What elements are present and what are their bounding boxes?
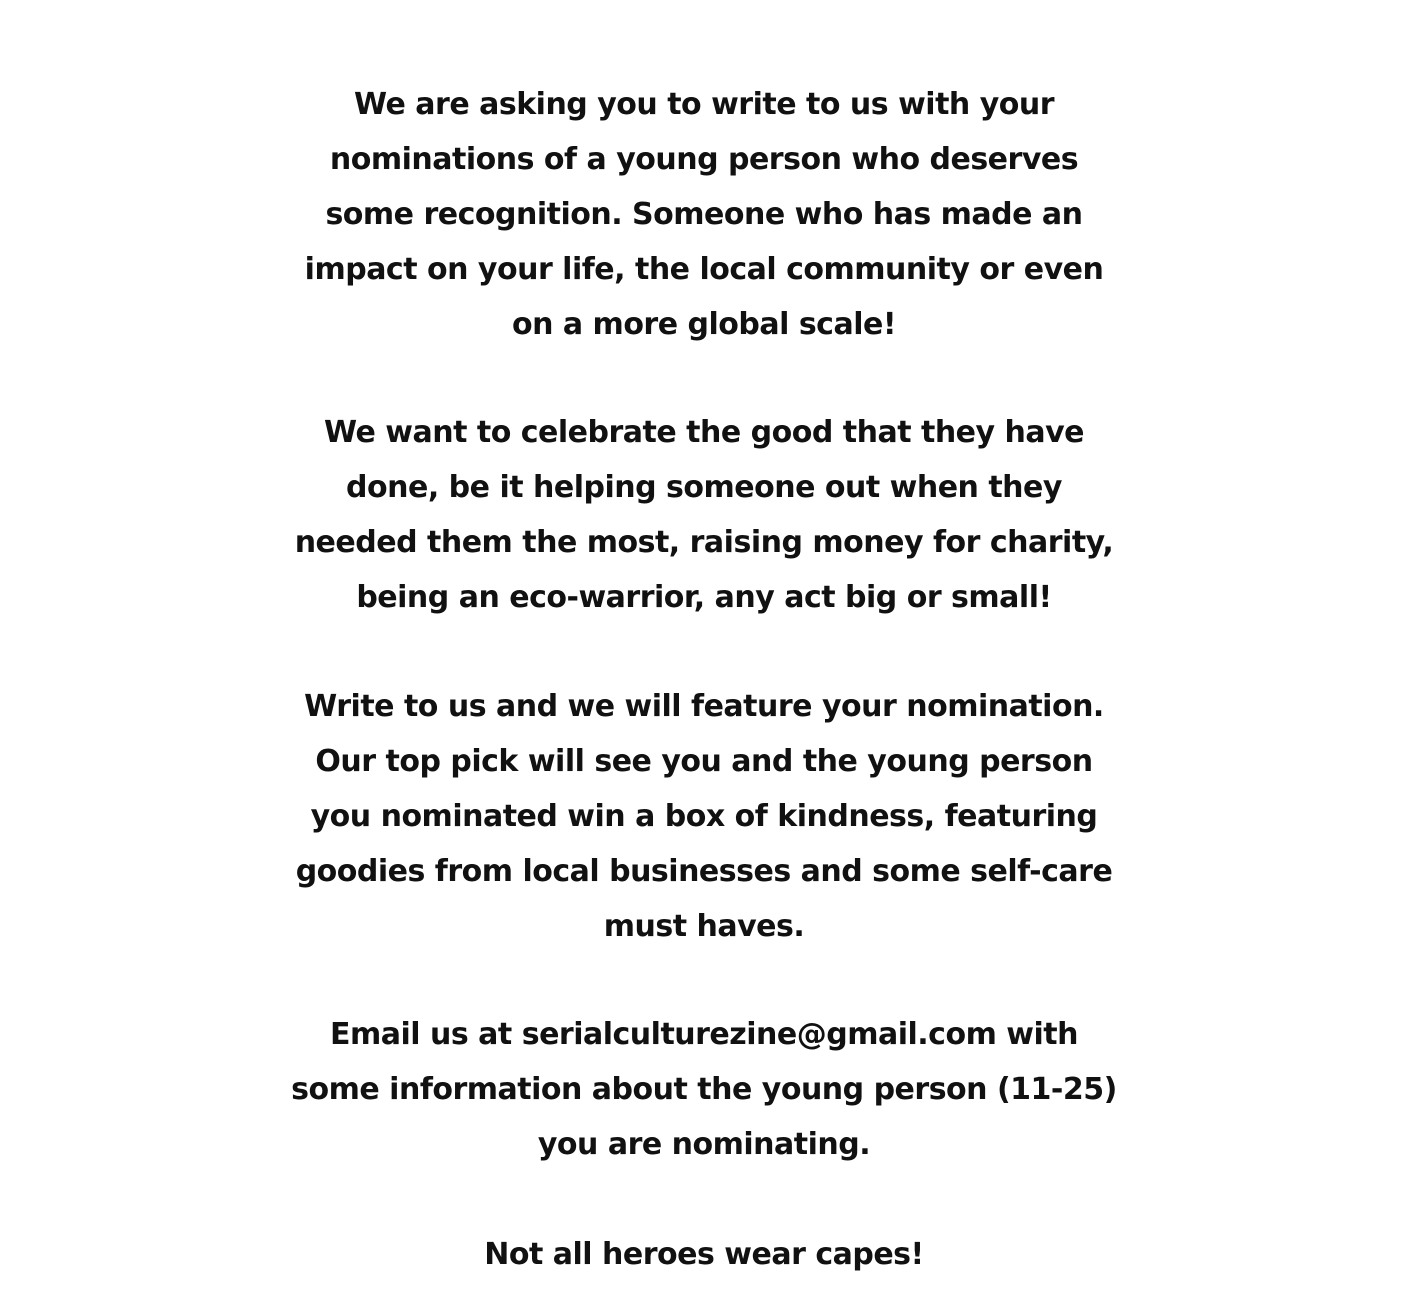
text-line: Our top pick will see you and the young person <box>315 744 1093 779</box>
email-instructions-paragraph <box>0 1007 1408 1172</box>
text-line: some information about the young person (11-25) <box>291 1072 1117 1107</box>
text-line: Not all heroes wear capes! <box>484 1237 924 1272</box>
nomination-request-paragraph <box>0 77 1408 352</box>
text-line: on a more global scale! <box>511 307 897 342</box>
text-line: needed them the most, raising money for charity, <box>294 525 1114 560</box>
text-line: We want to celebrate the good that they have <box>323 415 1085 450</box>
text-line: goodies from local businesses and some self-care <box>295 854 1113 889</box>
text-line: must haves. <box>603 909 805 944</box>
text-line: you nominated win a box of kindness, featuring <box>310 799 1098 834</box>
text-line: being an eco-warrior, any act big or small! <box>356 580 1052 615</box>
text-line: you are nominating. <box>537 1127 871 1162</box>
text-line: nominations of a young person who deserves <box>329 142 1079 177</box>
celebrate-paragraph <box>0 405 1408 625</box>
text-line: impact on your life, the local community or even <box>304 252 1104 287</box>
prize-paragraph <box>0 679 1408 954</box>
text-line: Write to us and we will feature your nomination. <box>304 689 1104 724</box>
text-line: some recognition. Someone who has made an <box>325 197 1083 232</box>
text-line: Email us at serialculturezine@gmail.com with <box>330 1017 1078 1052</box>
text-line: We are asking you to write to us with your <box>353 87 1055 122</box>
text-line: done, be it helping someone out when they <box>346 470 1062 505</box>
closing-line-paragraph <box>0 1227 1408 1282</box>
